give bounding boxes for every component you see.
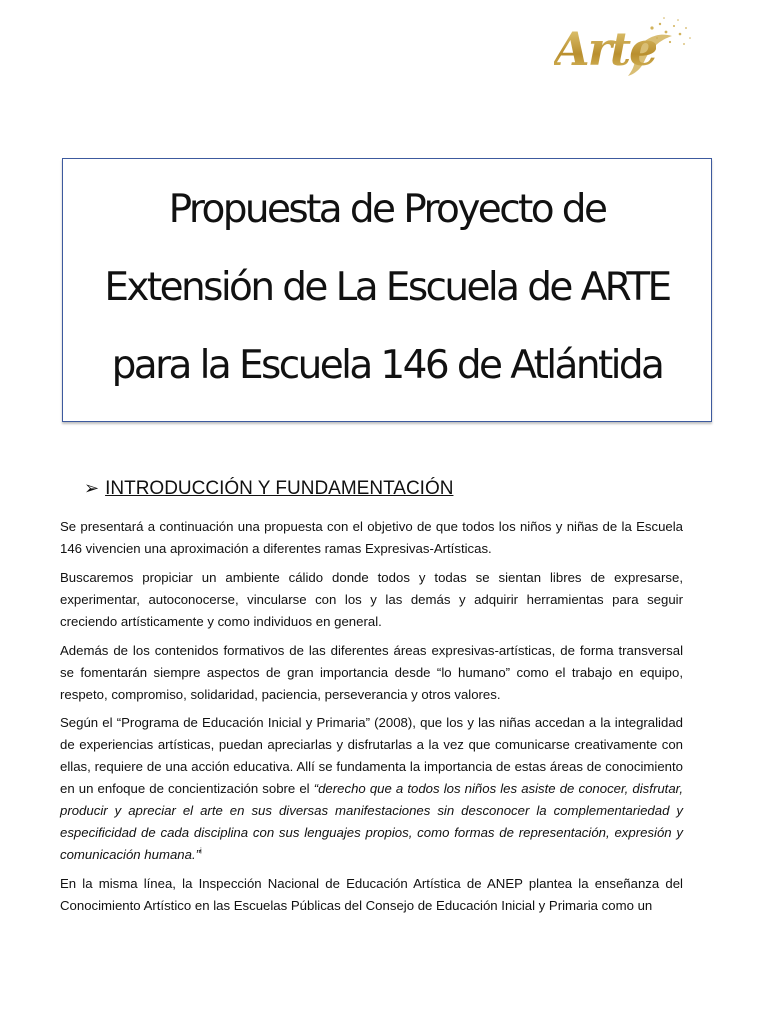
paragraph-1: Se presentará a continuación una propuesta con el objetivo de que todos los niños y niñas de la Escuela 146 vivencien una aproximación a diferentes ramas Expresivas-Artísticas. — [60, 519, 683, 556]
page-title-line-1: Propuesta de Proyecto de — [168, 187, 606, 232]
paragraph-2: Buscaremos propiciar un ambiente cálido donde todos y todas se sientan libres de expresarse, experimentar, autoconocerse, vincularse con los y las demás y adquirir herramientas para seguir creciendo artísticamente y como individuos en general. — [60, 570, 683, 629]
title-frame — [62, 158, 712, 422]
section-heading — [84, 478, 453, 504]
paragraph-4-quote: “derecho que a todos los niños les asiste de conocer, disfrutar, producir y apreciar el arte en sus diversas manifestaciones sin desconocer la complementariedad y especificidad de cada disciplina con sus lenguajes propios, como formas de representación, expresión y comunicación humana.” — [60, 781, 683, 862]
arrow-bullet-icon: ➢ — [84, 478, 100, 498]
arte-logo — [548, 14, 698, 86]
endnote-marker[interactable]: i — [200, 846, 202, 856]
page-title-line-3: para la Escuela 146 de Atlántida — [111, 343, 663, 388]
page-title-line-2: Extensión de La Escuela de ARTE — [104, 265, 670, 310]
paragraph-4-text: Según el “Programa de Educación Inicial y Primaria” (2008), que los y las niñas accedan a la integralidad de experiencias artísticas, puedan apreciarlas y disfrutarlas a la vez que comunicarse creativamente con ellas, requiere de una acción educativa. Allí se fundamenta la importancia de estas áreas de conocimiento en un enfoque de concientización sobre el — [60, 715, 683, 796]
paragraph-3: Además de los contenidos formativos de las diferentes áreas expresivas-artísticas, de forma transversal se fomentarán siempre aspectos de gran importancia desde “lo humano” como el trabajo en equipo, respeto, compromiso, solidaridad, paciencia, perseverancia y otros valores. — [60, 643, 683, 702]
logo-wordmark: Arte — [554, 22, 657, 76]
paragraph-5: En la misma línea, la Inspección Nacional de Educación Artística de ANEP plantea la enseñanza del Conocimiento Artístico en las Escuelas Públicas del Consejo de Educación Inicial y Primaria como un — [60, 876, 683, 913]
paragraph-4 — [60, 712, 683, 866]
section-heading-label: INTRODUCCIÓN Y FUNDAMENTACIÓN — [105, 478, 454, 499]
